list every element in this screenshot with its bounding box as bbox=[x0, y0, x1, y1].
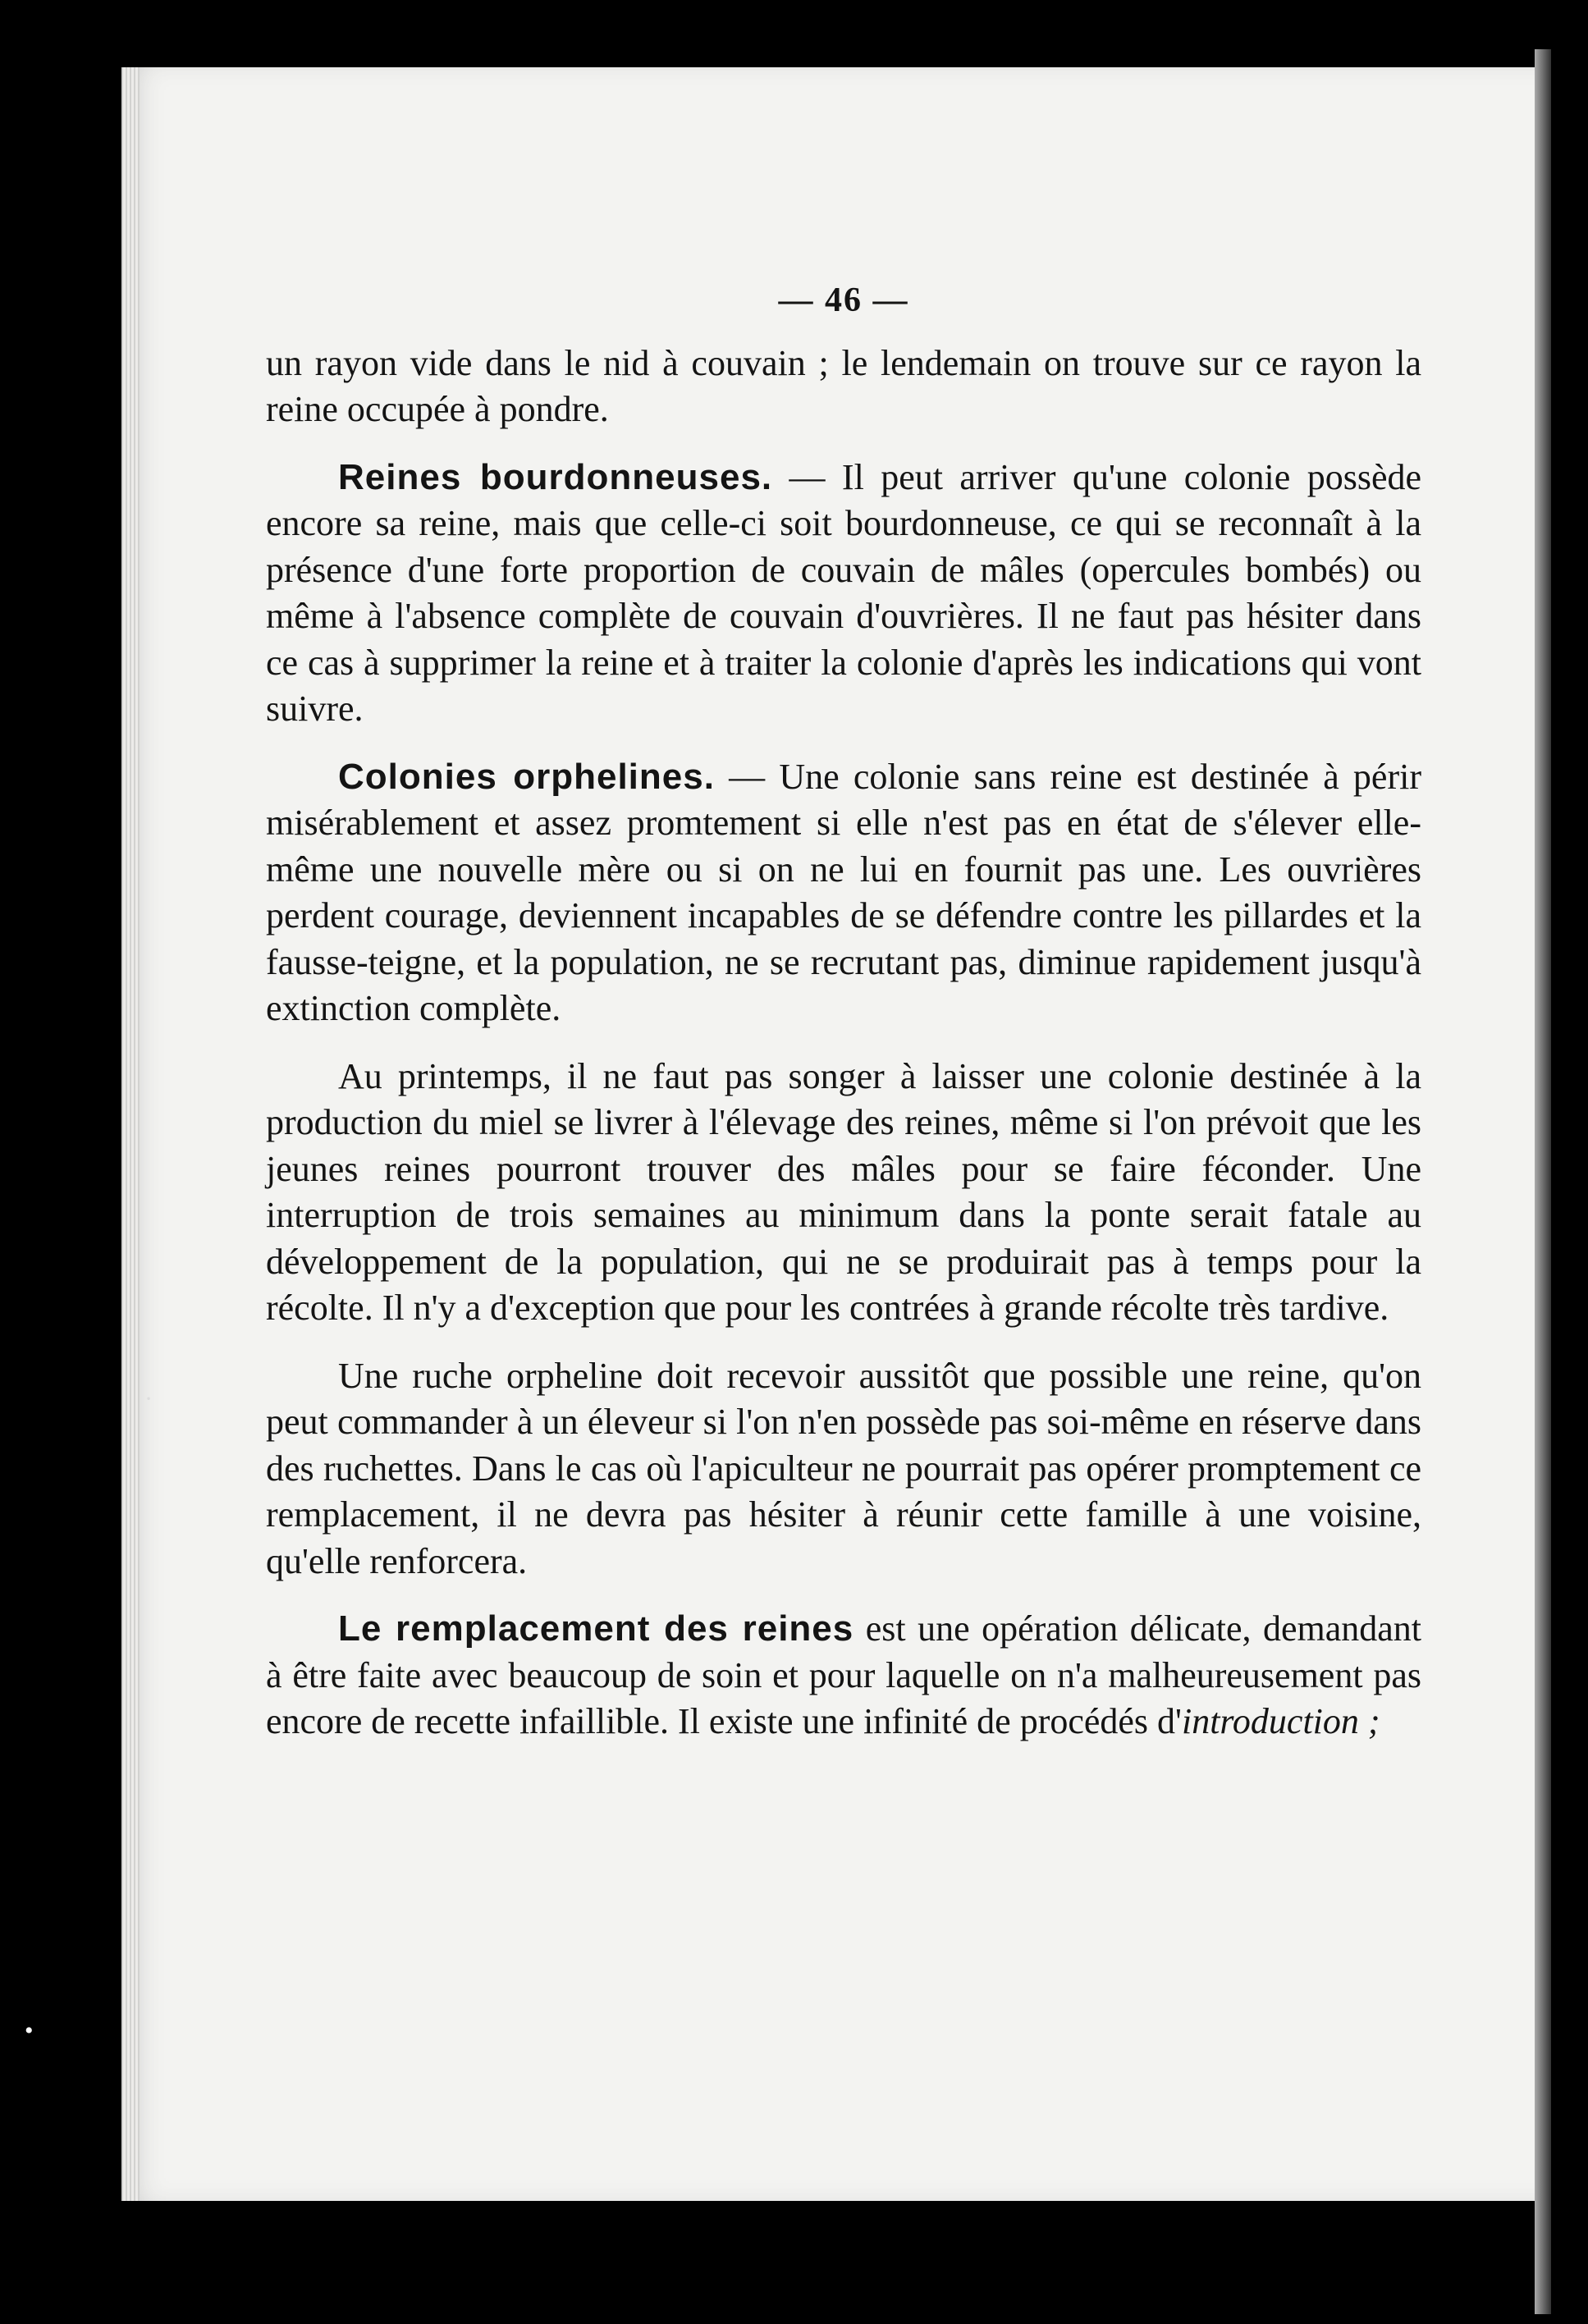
margin-speck: · bbox=[144, 1385, 153, 1412]
paragraph-continuation bbox=[266, 341, 1421, 433]
italic-term: introduction ; bbox=[1181, 1701, 1380, 1741]
page-text bbox=[266, 277, 1421, 1745]
margin-speck: • bbox=[25, 2017, 34, 2044]
paragraph-remplacement bbox=[266, 1606, 1421, 1745]
paragraph-reines-bourdonneuses bbox=[266, 455, 1421, 733]
facing-page-edge bbox=[1535, 49, 1551, 2314]
page-number: — 46 — bbox=[778, 281, 909, 319]
section-heading: Le remplacement des reines bbox=[338, 1608, 854, 1649]
paragraph-ruche-orpheline bbox=[266, 1353, 1421, 1585]
paragraph-text: — Une colonie sans reine est destinée à périr misérablement et assez promtement si elle n'est pas en état de s'élever elle-même une nouvelle mère ou si on ne lui en fournit pas une. Les ouvrières perdent courage, deviennent incapables de se défendre contre les pillardes et la fausse-teigne, et la population, ne se recrutant pas, diminue rapidement jusqu'à extinction complète. bbox=[266, 756, 1421, 1028]
paragraph-text: est une opération délicate, demandant à être faite avec beaucoup de soin et pour laquelle on n'a malheureusement pas encore de recette infaillible. Il existe une infinité de procédés d' bbox=[266, 1608, 1421, 1741]
paragraph-text: un rayon vide dans le nid à couvain ; le lendemain on trouve sur ce rayon la reine occupée à pondre. bbox=[266, 342, 1421, 429]
section-heading: Colonies orphelines. bbox=[338, 756, 715, 797]
paragraph-au-printemps bbox=[266, 1054, 1421, 1332]
paragraph-text: — Il peut arriver qu'une colonie possède encore sa reine, mais que celle-ci soit bourdonneuse, ce qui se reconnaît à la présence d'une forte proportion de couvain de mâles (opercules bombés) ou même à l'absence complète de couvain d'ouvrières. Il ne faut pas hésiter dans ce cas à supprimer la reine et à traiter la colonie d'après les indications qui vont suivre. bbox=[266, 456, 1422, 729]
paragraph-text: Au printemps, il ne faut pas songer à laisser une colonie destinée à la production du miel se livrer à l'élevage des reines, même si l'on prévoit que les jeunes reines pourront trouver des mâles pour se faire féconder. Une interruption de trois semaines au minimum dans la ponte serait fatale au développement de la population, qui ne se produirait pas à temps pour la récolte. Il n'y a d'exception que pour les contrées à grande récolte très tardive. bbox=[266, 1055, 1421, 1328]
section-heading: Reines bourdonneuses. bbox=[338, 456, 773, 497]
paragraph-text: Une ruche orpheline doit recevoir aussitôt que possible une reine, qu'on peut commander à un éleveur si l'on n'en possède pas soi-même en réserve dans des ruchettes. Dans le cas où l'apiculteur ne pourrait pas opérer promptement ce remplacement, il ne devra pas hésiter à réunir cette famille à une voisine, qu'elle renforcera. bbox=[266, 1355, 1421, 1581]
paragraph-colonies-orphelines bbox=[266, 754, 1421, 1032]
